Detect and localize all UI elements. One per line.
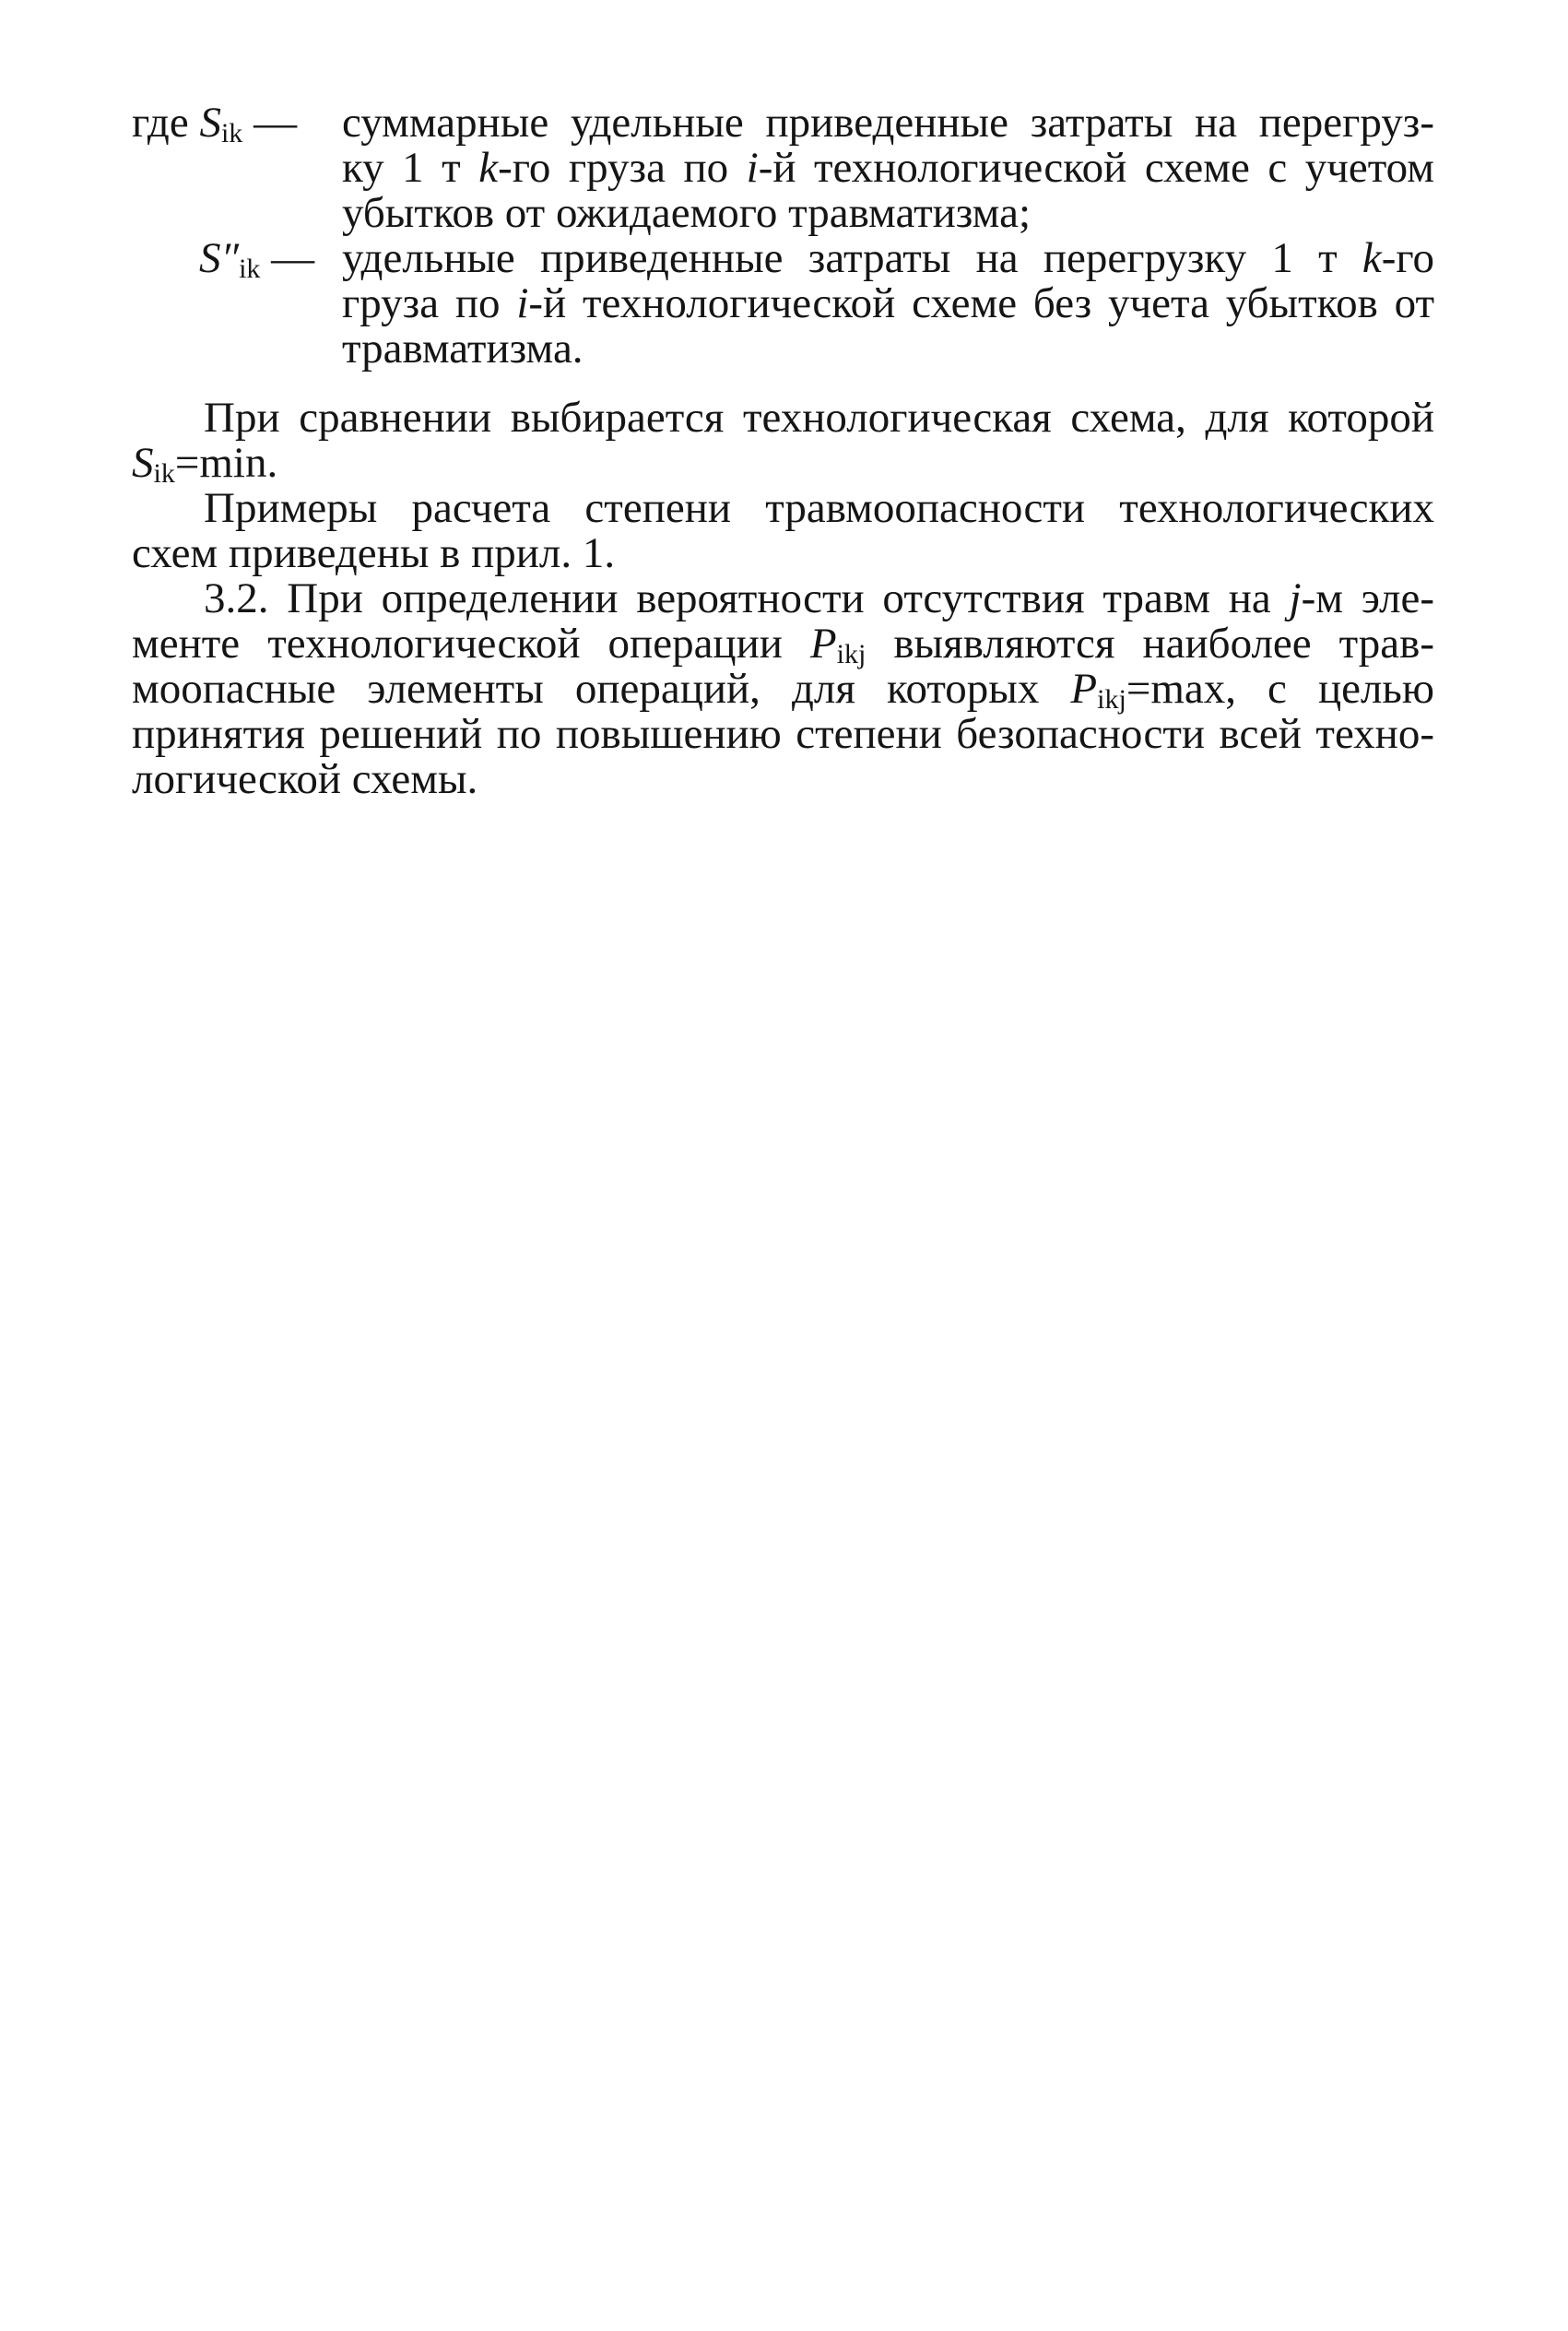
definition-2-line-3: травматизма. [342,325,584,373]
definition-1-line-2: ку 1 т k-го груза по i-й технологической схеме с учетом [342,144,1434,192]
definition-1-label [132,100,297,157]
paragraph-1-line-1: При сравнении выбирается технологическая схема, для которой [204,394,1434,442]
paragraph-2-line-1: Примеры расчета степени травмоопасности технологических [204,484,1434,532]
definition-2-line-1: удельные приведенные затраты на перегрузку 1 т k-го [342,234,1434,282]
paragraph-2-line-2: схем приведены в прил. 1. [132,529,616,577]
definition-1-line-1: суммарные удельные приведенные затраты на перегруз- [342,99,1434,147]
definition-2-line-2: груза по i-й технологической схеме без учета убытков от [342,279,1434,327]
definition-1-symbol: $S_{ik}$ [199,99,243,148]
definition-2-dash: — [271,234,315,282]
paragraph-3-line-4: принятия решений по повышению степени безопасности всей техно- [132,710,1434,758]
definition-2-symbol: $S''_{ik}$ [199,234,261,284]
definition-2-label [199,235,314,292]
definition-1-line-3: убытков от ожидаемого травматизма; [342,189,1032,237]
paragraph-3-line-3: моопасные элементы операций, для которых $P_{ikj}=\max$, с целью [132,665,1434,715]
paragraph-3-line-5: логической схемы. [132,755,478,803]
paragraph-1-line-2: $S_{ik}=\min$. [132,439,278,489]
paragraph-3-line-2: менте технологической операции $P_{ikj}$ выявляются наиболее трав- [132,620,1434,669]
definition-1-lead: где [132,99,189,147]
definition-1-dash: — [253,99,298,147]
paragraph-3-line-1: 3.2. При определении вероятности отсутствия травм на j-м эле- [204,574,1435,622]
